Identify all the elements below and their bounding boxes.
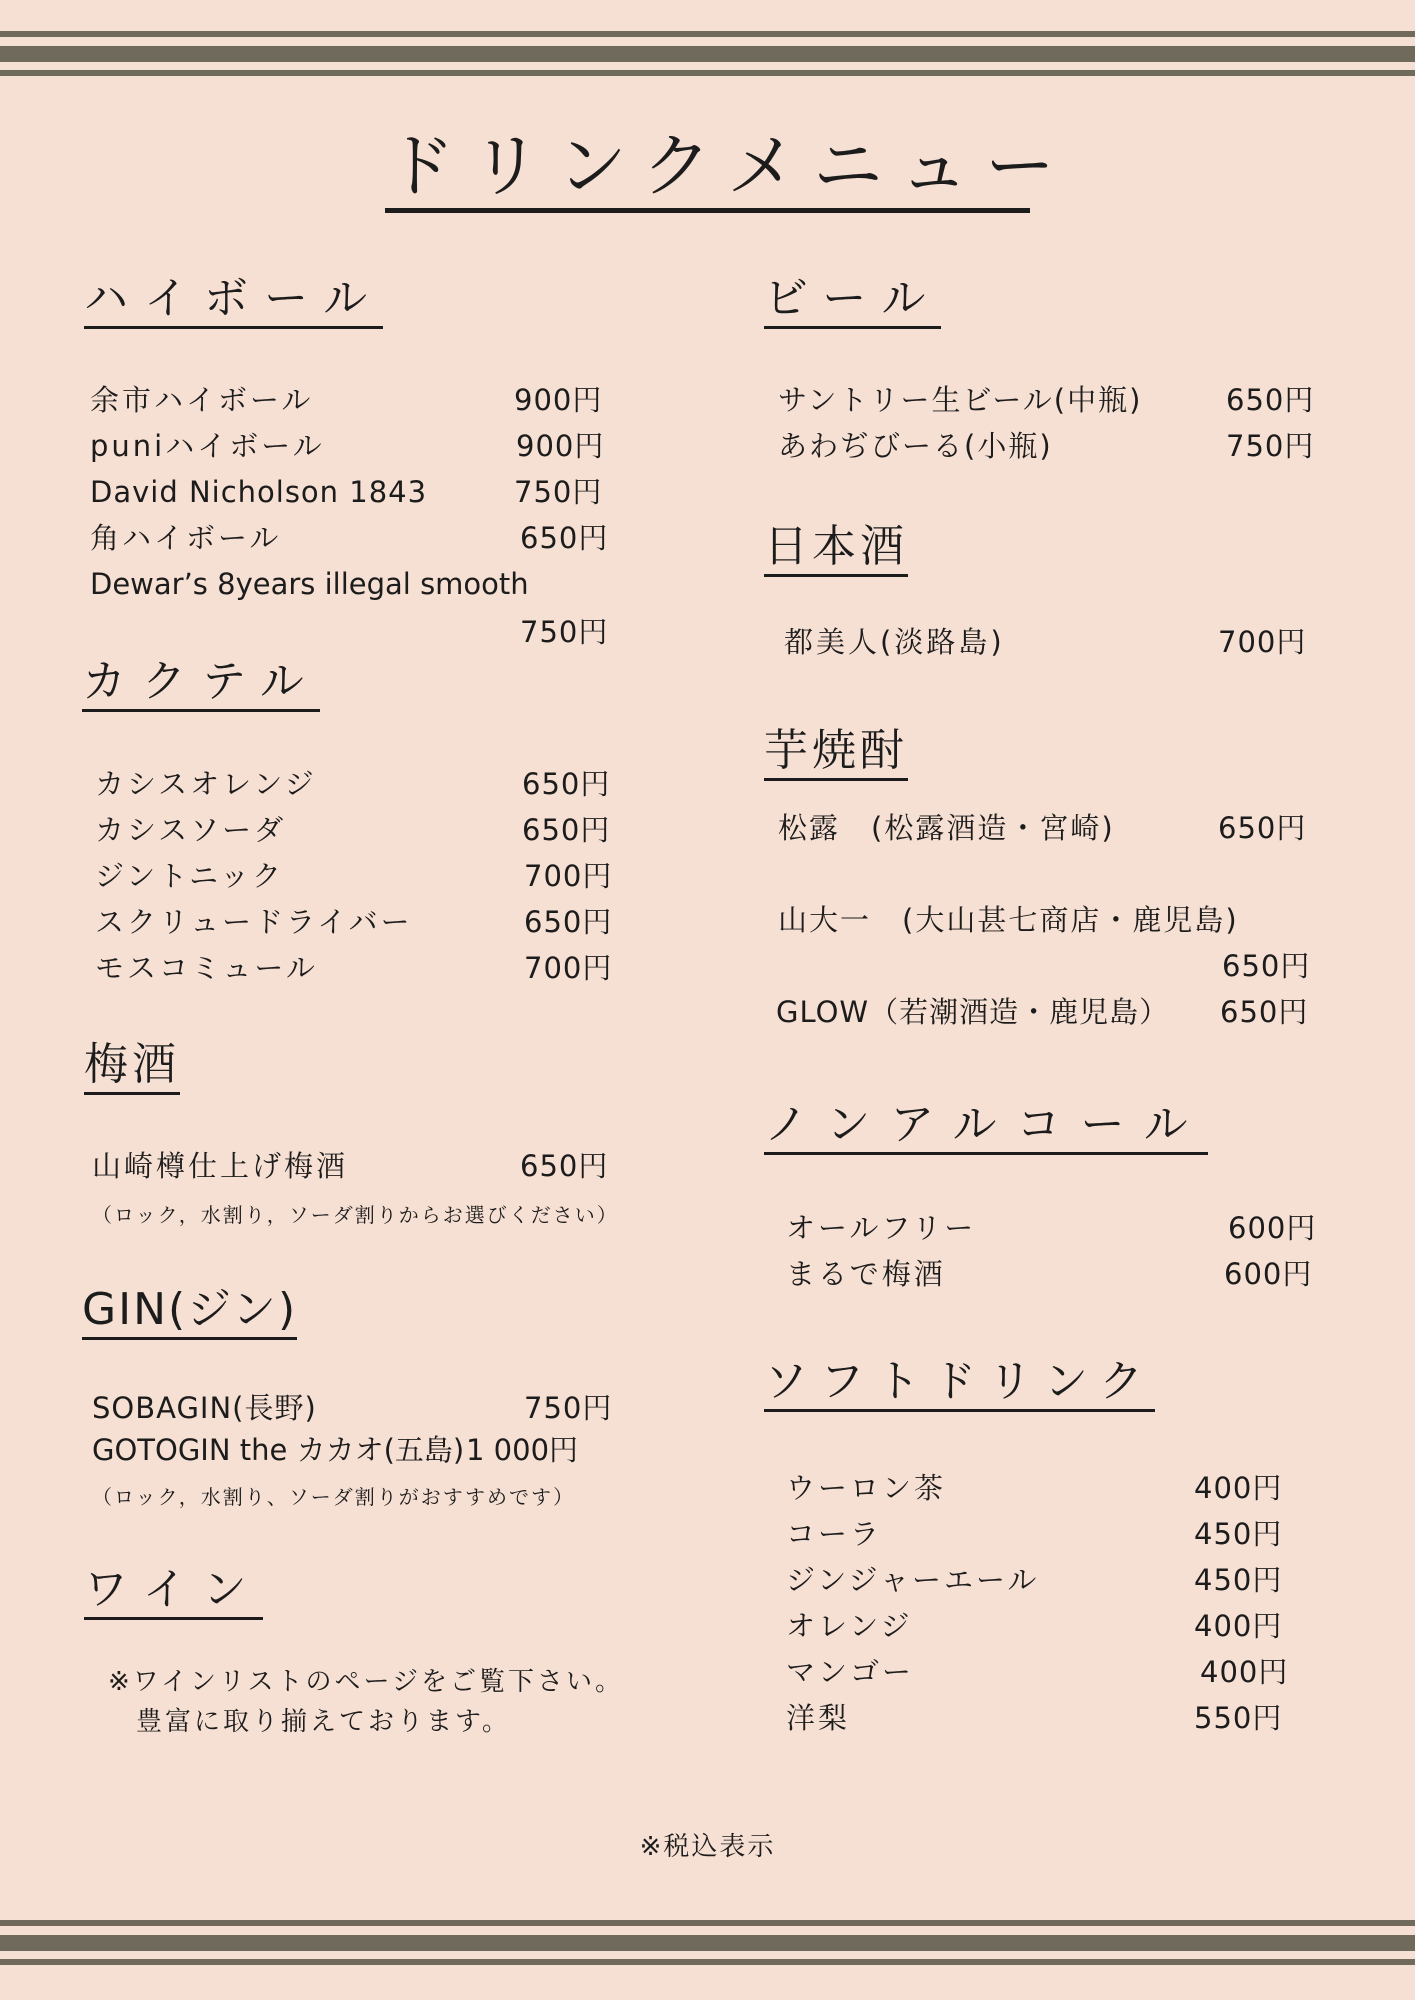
bottom-stripe-1 [0, 1920, 1415, 1926]
umeshu-heading: 梅酒 [84, 1038, 180, 1095]
menu-item-name: あわぢびーる(小瓶) [778, 429, 1053, 463]
menu-item-name: ジントニック [95, 859, 284, 893]
menu-title: ドリンクメニュー [385, 126, 1030, 213]
top-stripe-2 [0, 46, 1415, 62]
menu-item-price: 700円 [1218, 625, 1307, 659]
shochu-heading: 芋焼酎 [764, 724, 908, 781]
softdrink-heading: ソフトドリンク [764, 1355, 1155, 1412]
menu-item-price: 600円 [1228, 1211, 1317, 1245]
menu-item-name: 山崎樽仕上げ梅酒 [92, 1149, 349, 1183]
menu-item-price: 400円 [1194, 1471, 1283, 1505]
menu-item-name: カシスオレンジ [95, 767, 317, 801]
menu-item-price: 600円 [1224, 1257, 1313, 1291]
menu-item-price: 400円 [1200, 1655, 1289, 1689]
menu-item-name: オレンジ [786, 1609, 913, 1643]
menu-item-price: 650円 [520, 521, 609, 555]
menu-item-name: スクリュードライバー [95, 905, 413, 939]
sake-heading: 日本酒 [764, 520, 908, 577]
menu-item-price: 650円 [522, 767, 611, 801]
menu-item-name: オールフリー [786, 1211, 977, 1245]
menu-item-price: 450円 [1194, 1517, 1283, 1551]
menu-item-name: 都美人(淡路島) [784, 625, 1005, 659]
menu-item-price: 400円 [1194, 1609, 1283, 1643]
cocktail-heading: カクテル [82, 655, 320, 712]
bottom-stripe-2 [0, 1935, 1415, 1951]
menu-item-price: 650円 [1226, 383, 1315, 417]
menu-item-price: 900円 [514, 383, 603, 417]
menu-item-price: 650円 [520, 1149, 609, 1183]
menu-item-name: 余市ハイボール [90, 383, 314, 417]
menu-item-name: David Nicholson 1843 [90, 475, 428, 509]
tax-note: ※税込表示 [639, 1832, 776, 1862]
top-stripe-3 [0, 70, 1415, 76]
menu-item-price: 450円 [1194, 1563, 1283, 1597]
umeshu-note: （ロック，水割り，ソーダ割りからお選びください） [92, 1203, 619, 1227]
menu-item-price: 650円 [1220, 995, 1309, 1029]
menu-item-name: 松露 (松露酒造・宮崎) [778, 811, 1115, 845]
beer-heading: ビール [764, 272, 941, 329]
menu-item-name: カシスソーダ [95, 813, 287, 847]
menu-item-price: 550円 [1194, 1701, 1283, 1735]
menu-item-name: puniハイボール [90, 429, 325, 463]
menu-item-price: 700円 [524, 951, 613, 985]
menu-item-name: SOBAGIN(長野) [92, 1391, 317, 1425]
menu-item-price: 650円 [1222, 949, 1311, 983]
menu-item-price: 900円 [516, 429, 605, 463]
bottom-stripe-3 [0, 1959, 1415, 1965]
menu-item-name: モスコミュール [95, 951, 318, 985]
menu-item-name: Dewar’s 8years illegal smooth [90, 567, 529, 601]
menu-item-price: 650円 [524, 905, 613, 939]
top-stripe-1 [0, 31, 1415, 37]
highball-heading: ハイボール [84, 272, 383, 329]
menu-item-price: 700円 [524, 859, 613, 893]
menu-item-name: ウーロン茶 [786, 1471, 947, 1505]
menu-item-price: 650円 [522, 813, 611, 847]
menu-item-price: 1 000円 [466, 1433, 579, 1467]
gin-heading: GIN(ジン) [82, 1283, 297, 1340]
menu-item-name: サントリー生ビール(中瓶) [778, 383, 1143, 417]
menu-item-price: 650円 [1218, 811, 1307, 845]
menu-item-name: GOTOGIN the カカオ(五島) [92, 1433, 465, 1467]
nonalcohol-heading: ノンアルコール [764, 1098, 1208, 1155]
menu-item-name: 山大一 (大山甚七商店・鹿児島) [778, 903, 1239, 937]
menu-item-price: 750円 [1226, 429, 1315, 463]
wine-note-line2: 豊富に取り揃えております。 [136, 1707, 511, 1737]
menu-item-name: GLOW（若潮酒造・鹿児島） [776, 995, 1170, 1029]
menu-item-name: 角ハイボール [90, 521, 282, 555]
wine-heading: ワイン [84, 1563, 263, 1620]
menu-item-price: 750円 [524, 1391, 613, 1425]
menu-item-name: 洋梨 [786, 1701, 851, 1735]
menu-item-name: マンゴー [786, 1655, 915, 1689]
menu-item-name: まるで梅酒 [786, 1257, 946, 1291]
menu-item-name: ジンジャーエール [786, 1563, 1040, 1597]
gin-note: （ロック，水割り、ソーダ割りがおすすめです） [92, 1485, 575, 1509]
menu-item-price: 750円 [514, 475, 603, 509]
menu-item-name: コーラ [786, 1517, 883, 1551]
wine-note-line1: ※ワインリストのページをご覧下さい。 [108, 1667, 624, 1697]
menu-item-price: 750円 [520, 615, 609, 649]
